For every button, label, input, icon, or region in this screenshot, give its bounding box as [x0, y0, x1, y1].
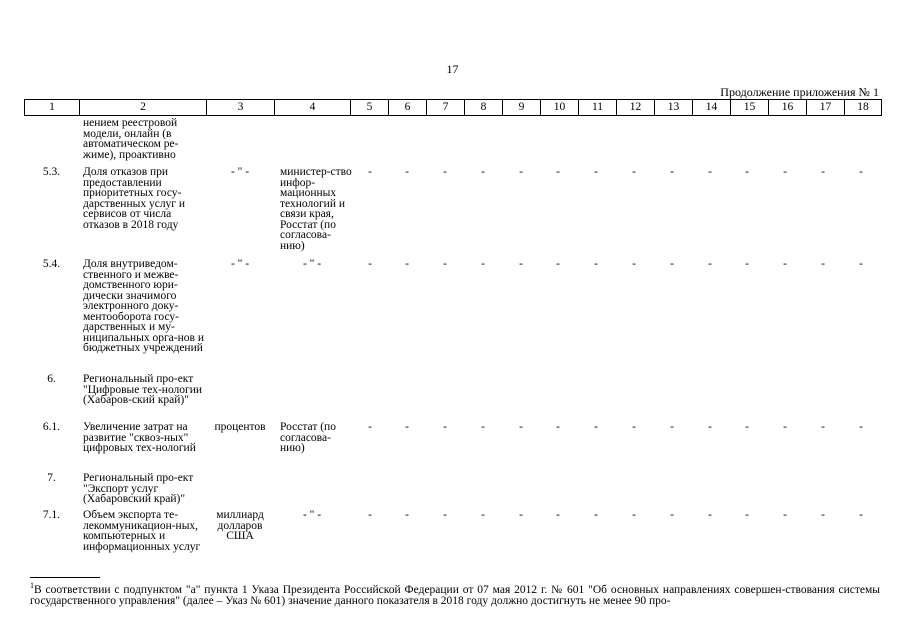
indicator-name: Объем экспорта те-лекоммуникацион-ных, компьютерных и информационных услуг: [83, 509, 201, 553]
header-cell: 18: [845, 100, 882, 116]
value-cell: -: [556, 166, 560, 178]
value-cell: -: [745, 166, 749, 178]
value-cell: -: [594, 166, 598, 178]
footnote-divider: [30, 577, 100, 578]
unit-of-measure: - " -: [230, 258, 250, 270]
data-source: - " -: [302, 509, 322, 521]
row-number: 7.1.: [42, 509, 61, 521]
header-cell: 10: [541, 100, 579, 116]
header-cell: 9: [503, 100, 541, 116]
indicator-name: нением реестровой модели, онлайн (в автоматическом ре-жиме), проактивно: [83, 117, 179, 161]
footnote-marker: 1: [30, 581, 34, 590]
value-cell: -: [783, 509, 787, 521]
value-cell: -: [594, 258, 598, 270]
footnote-text: В соответствии с подпунктом "а" пункта 1 Указа Президента Российской Федерации от 07 мая 2012 г. № 601 "Об основных направлениях совершен-ствования системы государственного управления" (далее – Указ № 601) значение данного показателя в 2018 году должно достигнуть не менее 90 про-: [30, 583, 880, 607]
value-cell: -: [670, 509, 674, 521]
row-number: 6.1.: [42, 421, 61, 433]
header-cell: 3: [207, 100, 275, 116]
data-source: - " -: [302, 258, 322, 270]
value-cell: -: [368, 421, 372, 433]
data-source: Росстат (по согласова-нию): [280, 421, 336, 454]
header-cell: 13: [655, 100, 693, 116]
value-cell: -: [783, 258, 787, 270]
value-cell: -: [632, 509, 636, 521]
value-cell: -: [859, 258, 863, 270]
value-cell: -: [556, 421, 560, 433]
value-cell: -: [670, 258, 674, 270]
header-cell: 1: [25, 100, 80, 116]
indicator-name: Региональный про-ект "Цифровые тех-нологии (Хабаров-ский край)": [83, 373, 203, 406]
value-cell: -: [745, 421, 749, 433]
value-cell: -: [670, 421, 674, 433]
value-cell: -: [405, 258, 409, 270]
value-cell: -: [519, 166, 523, 178]
column-header-table: [24, 99, 882, 116]
value-cell: -: [443, 258, 447, 270]
page-number: 17: [446, 62, 459, 76]
value-cell: -: [519, 258, 523, 270]
value-cell: -: [368, 509, 372, 521]
header-cell: 8: [465, 100, 503, 116]
value-cell: -: [708, 421, 712, 433]
value-cell: -: [859, 421, 863, 433]
value-cell: -: [368, 166, 372, 178]
header-cell: 15: [731, 100, 769, 116]
value-cell: -: [443, 509, 447, 521]
unit-of-measure: миллиард долларов США: [216, 509, 264, 542]
value-cell: -: [481, 258, 485, 270]
row-number: 6.: [47, 373, 56, 385]
value-cell: -: [519, 509, 523, 521]
header-cell: 11: [579, 100, 617, 116]
value-cell: -: [708, 509, 712, 521]
value-cell: -: [632, 421, 636, 433]
row-number: 7.: [47, 472, 56, 484]
value-cell: -: [405, 509, 409, 521]
header-cell: 17: [807, 100, 845, 116]
header-cell: 16: [769, 100, 807, 116]
value-cell: -: [368, 258, 372, 270]
row-number: 5.4.: [42, 258, 61, 270]
value-cell: -: [481, 166, 485, 178]
indicator-name: Доля внутриведом-ственного и межве-домственного юри-дически значимого электронного доку-ментооборота госу-дарственных и му-ниципальных орга-нов и бюджетных учреждений: [83, 258, 204, 354]
value-cell: -: [821, 421, 825, 433]
data-source: министер-ство инфор-мационных технологий и связи края, Росстат (по согласова-нию): [280, 166, 352, 252]
value-cell: -: [745, 509, 749, 521]
value-cell: -: [859, 509, 863, 521]
header-cell: 7: [427, 100, 465, 116]
value-cell: -: [821, 166, 825, 178]
value-cell: -: [632, 166, 636, 178]
value-cell: -: [632, 258, 636, 270]
value-cell: -: [821, 258, 825, 270]
value-cell: -: [481, 509, 485, 521]
indicator-name: Доля отказов при предоставлении приоритетных госу-дарственных услуг и сервисов от числа отказов в 2018 году: [83, 166, 186, 231]
value-cell: -: [443, 166, 447, 178]
value-cell: -: [708, 166, 712, 178]
value-cell: -: [556, 509, 560, 521]
header-cell: 6: [389, 100, 427, 116]
value-cell: -: [519, 421, 523, 433]
value-cell: -: [708, 258, 712, 270]
footnote: [30, 580, 880, 607]
continuation-label: Продолжение приложения № 1: [720, 85, 879, 99]
value-cell: -: [594, 421, 598, 433]
header-cell: 4: [275, 100, 351, 116]
unit-of-measure: - " -: [230, 166, 250, 178]
value-cell: -: [405, 166, 409, 178]
value-cell: -: [405, 421, 409, 433]
unit-of-measure: процентов: [214, 421, 266, 433]
value-cell: -: [783, 421, 787, 433]
value-cell: -: [745, 258, 749, 270]
indicator-name: Региональный про-ект "Экспорт услуг (Хабаровский край)": [83, 472, 194, 505]
value-cell: -: [670, 166, 674, 178]
header-cell: 14: [693, 100, 731, 116]
value-cell: -: [443, 421, 447, 433]
value-cell: -: [821, 509, 825, 521]
value-cell: -: [556, 258, 560, 270]
value-cell: -: [481, 421, 485, 433]
value-cell: -: [783, 166, 787, 178]
header-cell: 5: [351, 100, 389, 116]
indicator-name: Увеличение затрат на развитие "сквоз-ных" цифровых тех-нологий: [83, 421, 196, 454]
header-cell: 2: [80, 100, 207, 116]
row-number: 5.3.: [42, 166, 61, 178]
value-cell: -: [859, 166, 863, 178]
header-cell: 12: [617, 100, 655, 116]
header-row: [25, 100, 882, 116]
value-cell: -: [594, 509, 598, 521]
